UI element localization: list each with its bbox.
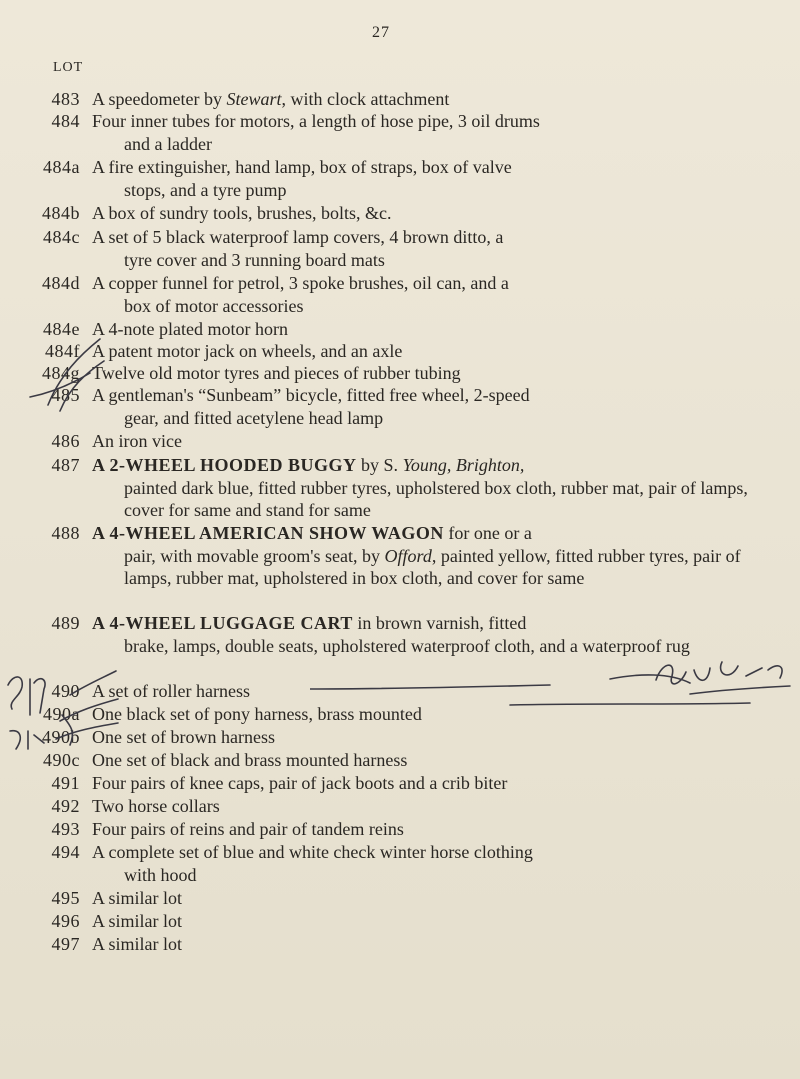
lot-description: A speedometer by Stewart, with clock attachment (92, 89, 450, 109)
lot-description: A patent motor jack on wheels, and an axle (92, 341, 403, 361)
lot-number: 491 (51, 773, 80, 793)
lot-description: A 2-WHEEL HOODED BUGGY by S. Young, Brighton, painted dark blue, fitted rubber tyres, upholstered box cloth, rubber mat, pair of lamps, cover for same and stand for same (92, 455, 748, 520)
lot-number: 485 (51, 385, 80, 405)
lot-number: 484e (43, 319, 80, 339)
lot-description: Four pairs of reins and pair of tandem reins (92, 819, 404, 839)
lot-number: 493 (51, 819, 80, 839)
lot-number: 495 (51, 888, 80, 908)
lot-number: 490c (43, 750, 80, 770)
lot-number: 490b (42, 727, 80, 747)
lot-description: A similar lot (92, 911, 182, 931)
lot-description: A 4-WHEEL LUGGAGE CART in brown varnish, fitted brake, lamps, double seats, upholstered waterproof cloth, and a waterproof rug (92, 613, 690, 656)
lot-number: 497 (51, 934, 80, 954)
lot-description: Two horse collars (92, 796, 220, 816)
lot-description: A copper funnel for petrol, 3 spoke brushes, oil can, and a box of motor accessories (92, 273, 509, 316)
pencil-bracket-icon (20, 335, 110, 415)
lot-description: A similar lot (92, 934, 182, 954)
lot-number: 484d (42, 273, 80, 293)
lot-number: 490a (43, 704, 80, 724)
lot-description: A 4-WHEEL AMERICAN SHOW WAGON for one or a pair, with movable groom's seat, by Offord, painted yellow, fitted rubber tyres, pair of lamps, rubber mat, upholstered in box cloth, and cover for same (92, 523, 741, 588)
lot-number: 483 (51, 89, 80, 109)
lot-number: 487 (51, 455, 80, 475)
lot-number: 484f (45, 341, 80, 361)
lot-column-header: LOT (53, 60, 84, 75)
pencil-price-icon (650, 640, 800, 700)
lot-number: 484a (43, 157, 80, 177)
lot-description: Four inner tubes for motors, a length of hose pipe, 3 oil drums and a ladder (92, 111, 540, 154)
lot-number: 484 (51, 111, 80, 131)
lot-number: 484b (42, 203, 80, 223)
page-number: 27 (372, 24, 390, 41)
lot-description: A complete set of blue and white check winter horse clothing with hood (92, 842, 533, 885)
lot-description: A 4-note plated motor horn (92, 319, 288, 339)
lot-description: A fire extinguisher, hand lamp, box of straps, box of valve stops, and a tyre pump (92, 157, 512, 200)
lot-description: One black set of pony harness, brass mounted (92, 704, 422, 724)
lot-number: 486 (51, 431, 80, 451)
lot-number: 489 (51, 613, 80, 633)
lot-description: Twelve old motor tyres and pieces of rubber tubing (92, 363, 461, 383)
lot-description: An iron vice (92, 431, 182, 451)
lot-description: Four pairs of knee caps, pair of jack boots and a crib biter (92, 773, 508, 793)
lot-description: A gentleman's “Sunbeam” bicycle, fitted free wheel, 2-speed gear, and fitted acetylene head lamp (92, 385, 530, 428)
lot-description: One set of black and brass mounted harness (92, 750, 408, 770)
lot-number: 494 (51, 842, 80, 862)
lot-number: 484g (42, 363, 80, 383)
lot-number: 490 (51, 681, 80, 701)
lot-number: 488 (51, 523, 80, 543)
lot-number: 484c (43, 227, 80, 247)
lot-description: A set of 5 black waterproof lamp covers, 4 brown ditto, a tyre cover and 3 running board mats (92, 227, 504, 270)
lot-number: 496 (51, 911, 80, 931)
lot-description: A similar lot (92, 888, 182, 908)
lot-description: One set of brown harness (92, 727, 275, 747)
lot-description: A set of roller harness (92, 681, 250, 701)
pencil-scribble-icon (0, 665, 120, 775)
lot-description: A box of sundry tools, brushes, bolts, &c. (92, 203, 392, 223)
lot-number: 492 (51, 796, 80, 816)
